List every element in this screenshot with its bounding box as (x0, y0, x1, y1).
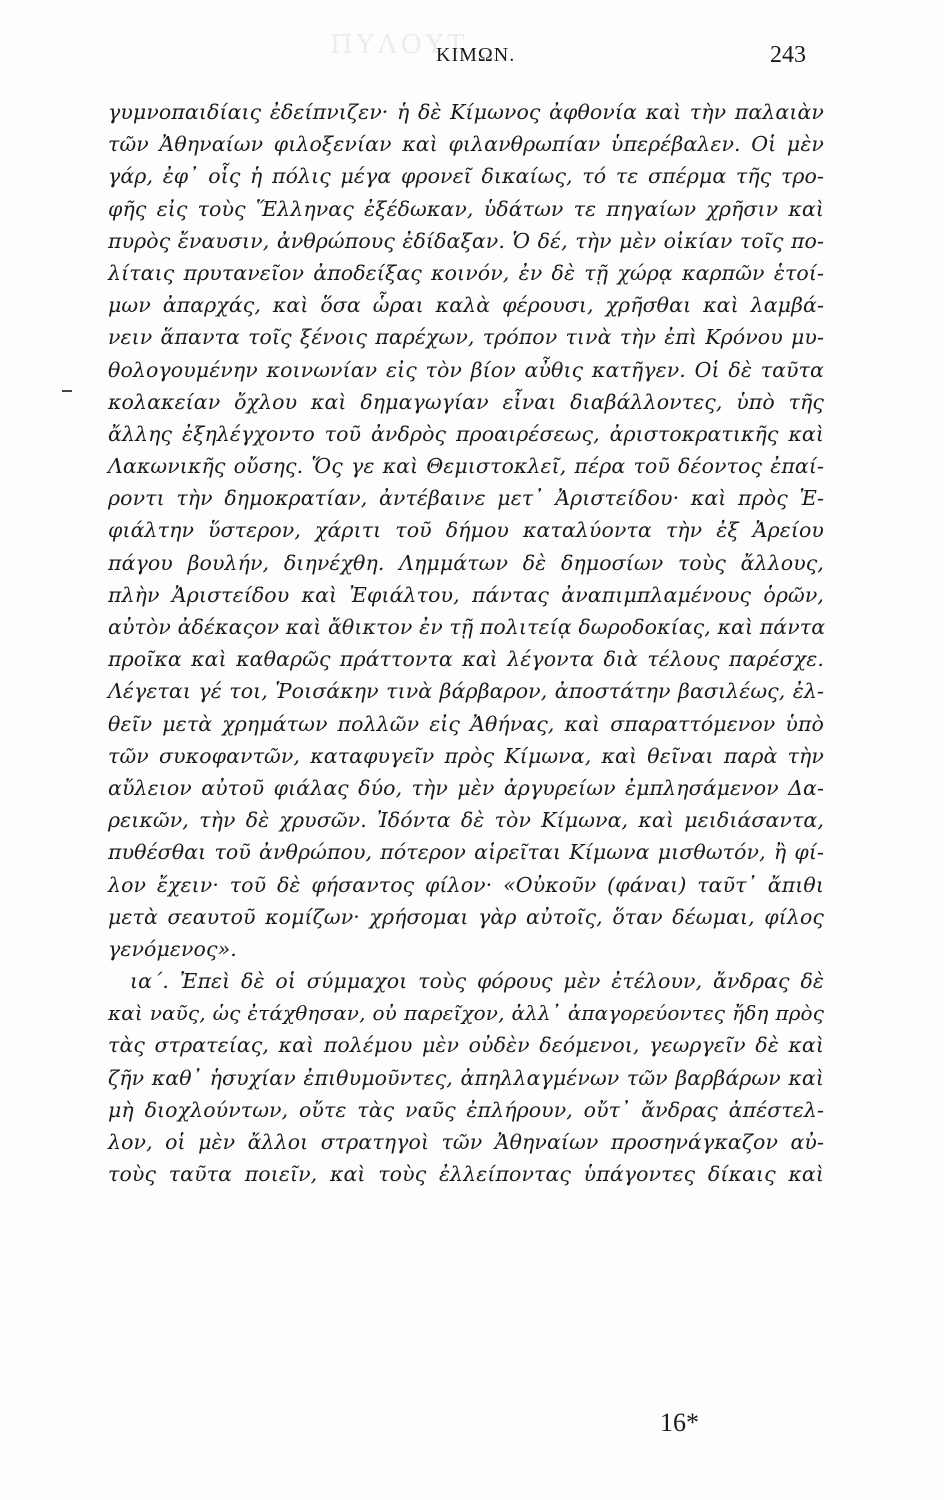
text-line: τῶν συκοφαντῶν, καταφυγεῖν πρὸς Κίμωνα, καὶ θεῖναι παρὰ τὴν (108, 743, 824, 768)
section-start-line: ια΄. Ἐπεὶ δὲ οἱ σύμμαχοι τοὺς φόρους μὲν ἐτέλουν, ἄνδρας δὲ (130, 969, 824, 994)
text-line: ρεικῶν, τὴν δὲ χρυσῶν. Ἰδόντα δὲ τὸν Κίμωνα, καὶ μειδιάσαντα, (108, 808, 824, 833)
text-line: κολακείαν ὄχλου καὶ δημαγωγίαν εἶναι διαβάλλοντες, ὑπὸ τῆς (108, 389, 824, 414)
text-line: φιάλτην ὕστερον, χάριτι τοῦ δήμου καταλύοντα τὴν ἐξ Ἀρείου (108, 518, 824, 543)
bleed-through-header: ΠΥΛΟΥΤ (330, 30, 469, 60)
text-line: πυρὸς ἔναυσιν, ἀνθρώπους ἐδίδαξαν. Ὁ δέ, τὴν μὲν οἰκίαν τοῖς πο- (108, 228, 824, 253)
text-line: καὶ ναῦς, ὡς ἐτάχθησαν, οὐ παρεῖχον, ἀλλ᾽ ἀπαγορεύοντες ἤδη πρὸς (108, 1001, 824, 1026)
text-line: Λέγεται γέ τοι, Ῥοισάκην τινὰ βάρβαρον, ἀποστάτην βασιλέως, ἐλ- (108, 679, 824, 704)
text-line: μων ἀπαρχάς, καὶ ὅσα ὧραι καλὰ φέρουσι, χρῆσθαι καὶ λαμβά- (108, 293, 824, 318)
text-line: ροντι τὴν δημοκρατίαν, ἀντέβαινε μετ᾽ Ἀριστείδου· καὶ πρὸς Ἐ- (108, 486, 824, 511)
page-number: 243 (770, 42, 806, 68)
text-line: λον ἔχειν· τοῦ δὲ φήσαντος φίλον· «Οὐκοῦν (φάναι) ταῦτ᾽ ἄπιθι (108, 872, 824, 897)
text-line: τοὺς ταῦτα ποιεῖν, καὶ τοὺς ἐλλείποντας ὑπάγοντες δίκαις καὶ (108, 1162, 824, 1187)
text-line: πάγου βουλήν, διηνέχθη. Λημμάτων δὲ δημοσίων τοὺς ἄλλους, (108, 550, 824, 575)
text-line: αὐτὸν ἀδέκαςον καὶ ἄθικτον ἐν τῇ πολιτείᾳ δωροδοκίας, καὶ πάντα (108, 615, 826, 639)
text-line: λίταις πρυτανεῖον ἀποδείξας κοινόν, ἐν δὲ τῇ χώρᾳ καρπῶν ἑτοί- (108, 260, 824, 285)
text-line: πλὴν Ἀριστείδου καὶ Ἐφιάλτου, πάντας ἀναπιμπλαμένους ὁρῶν, (108, 582, 824, 607)
text-line: μὴ διοχλούντων, οὔτε τὰς ναῦς ἐπλήρουν, οὔτ᾽ ἄνδρας ἀπέστελ- (108, 1097, 824, 1122)
text-line: προῖκα καὶ καθαρῶς πράττοντα καὶ λέγοντα διὰ τέλους παρέσχε. (108, 647, 824, 672)
printer-signature-mark: 16* (660, 1408, 699, 1437)
paragraph-end-line: γενόμενος». (108, 936, 237, 961)
text-line: θολογουμένην κοινωνίαν εἰς τὸν βίον αὖθις κατῆγεν. Οἱ δὲ ταῦτα (108, 357, 824, 382)
text-line: πυθέσθαι τοῦ ἀνθρώπου, πότερον αἱρεῖται Κίμωνα μισθωτόν, ἢ φί- (108, 840, 824, 865)
text-line: φῆς εἰς τοὺς Ἕλληνας ἐξέδωκαν, ὑδάτων τε πηγαίων χρῆσιν καὶ (108, 196, 824, 221)
text-line: ἄλλης ἐξηλέγχοντο τοῦ ἀνδρὸς προαιρέσεως, ἀριστοκρατικῆς καὶ (108, 421, 824, 446)
text-line: γάρ, ἐφ᾽ οἷς ἡ πόλις μέγα φρονεῖ δικαίως, τό τε σπέρμα τῆς τρο- (108, 164, 824, 189)
text-line: τὰς στρατείας, καὶ πολέμου μὲν οὐδὲν δεόμενοι, γεωργεῖν δὲ καὶ (108, 1033, 824, 1058)
text-line: ζῆν καθ᾽ ἡσυχίαν ἐπιθυμοῦντες, ἀπηλλαγμένων τῶν βαρβάρων καὶ (108, 1065, 824, 1090)
body-text (108, 96, 824, 1190)
text-line: αὔλειον αὐτοῦ φιάλας δύο, τὴν μὲν ἀργυρείων ἐμπλησάμενον Δα- (108, 775, 824, 800)
text-line: Λακωνικῆς οὔσης. Ὅς γε καὶ Θεμιστοκλεῖ, πέρα τοῦ δέοντος ἐπαί- (108, 454, 824, 479)
text-line: τῶν Ἀθηναίων φιλοξενίαν καὶ φιλανθρωπίαν ὑπερέβαλεν. Οἱ μὲν (108, 132, 824, 157)
running-title: ΚΙΜΩΝ. (436, 44, 516, 66)
running-head (0, 44, 944, 74)
margin-dash-mark (62, 390, 72, 392)
text-line: γυμνοπαιδίαις ἐδείπνιζεν· ἡ δὲ Κίμωνος ἀφθονία καὶ τὴν παλαιὰν (108, 100, 824, 124)
text-line: μετὰ σεαυτοῦ κομίζων· χρήσομαι γὰρ αὐτοῖς, ὅταν δέωμαι, φίλος (108, 904, 824, 929)
text-line: λον, οἱ μὲν ἄλλοι στρατηγοὶ τῶν Ἀθηναίων προσηνάγκαζον αὐ- (108, 1130, 824, 1154)
text-line: θεῖν μετὰ χρημάτων πολλῶν εἰς Ἀθήνας, καὶ σπαραττόμενον ὑπὸ (108, 711, 824, 736)
text-line: νειν ἅπαντα τοῖς ξένοις παρέχων, τρόπον τινὰ τὴν ἐπὶ Κρόνου μυ- (108, 325, 824, 350)
